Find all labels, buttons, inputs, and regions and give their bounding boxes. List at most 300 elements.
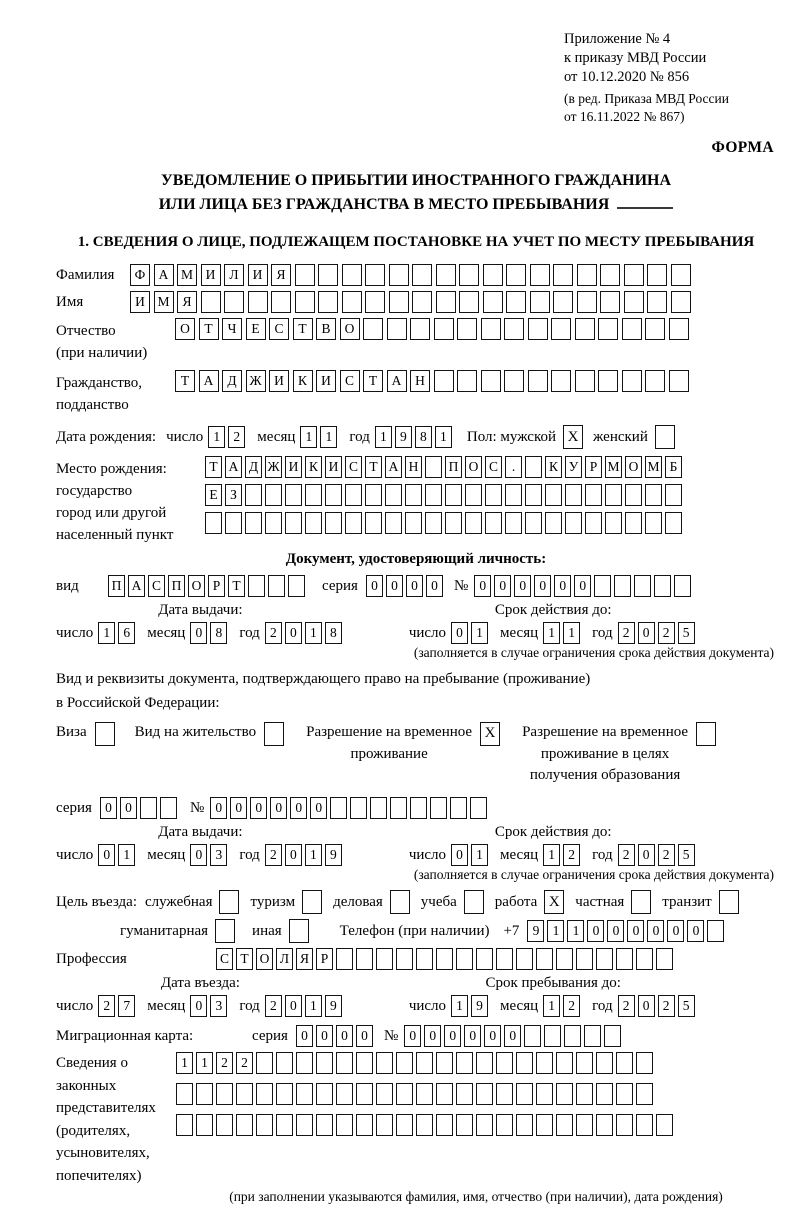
- char-cell[interactable]: 1: [305, 844, 322, 866]
- char-cell[interactable]: 2: [265, 622, 282, 644]
- char-cell[interactable]: 0: [687, 920, 704, 942]
- char-cell[interactable]: 0: [310, 797, 327, 819]
- char-cell[interactable]: О: [188, 575, 205, 597]
- char-cell[interactable]: Ж: [246, 370, 266, 392]
- char-cell[interactable]: [596, 1052, 613, 1074]
- char-cell[interactable]: О: [465, 456, 482, 478]
- char-cell[interactable]: 1: [543, 622, 560, 644]
- char-cell[interactable]: 7: [118, 995, 135, 1017]
- char-cell[interactable]: Т: [205, 456, 222, 478]
- char-cell[interactable]: [565, 484, 582, 506]
- char-cell[interactable]: [556, 1052, 573, 1074]
- char-cell[interactable]: [305, 484, 322, 506]
- char-cell[interactable]: [176, 1083, 193, 1105]
- char-cell[interactable]: 3: [210, 844, 227, 866]
- char-cell[interactable]: [295, 291, 315, 313]
- char-cell[interactable]: 0: [316, 1025, 333, 1047]
- char-cell[interactable]: [565, 512, 582, 534]
- char-cell[interactable]: 0: [494, 575, 511, 597]
- char-cell[interactable]: 0: [406, 575, 423, 597]
- char-cell[interactable]: [576, 1083, 593, 1105]
- char-cell[interactable]: [336, 1083, 353, 1105]
- char-cell[interactable]: 1: [451, 995, 468, 1017]
- char-cell[interactable]: Л: [224, 264, 244, 286]
- char-cell[interactable]: [625, 484, 642, 506]
- char-cell[interactable]: 0: [451, 844, 468, 866]
- char-cell[interactable]: 2: [658, 995, 675, 1017]
- char-cell[interactable]: [405, 512, 422, 534]
- char-cell[interactable]: 2: [618, 995, 635, 1017]
- char-cell[interactable]: Б: [665, 456, 682, 478]
- char-cell[interactable]: [536, 948, 553, 970]
- char-cell[interactable]: Р: [316, 948, 333, 970]
- char-cell[interactable]: [528, 370, 548, 392]
- char-cell[interactable]: 0: [190, 622, 207, 644]
- char-cell[interactable]: Л: [276, 948, 293, 970]
- char-cell[interactable]: [457, 370, 477, 392]
- char-cell[interactable]: [296, 1114, 313, 1136]
- char-cell[interactable]: [576, 1052, 593, 1074]
- char-cell[interactable]: 0: [667, 920, 684, 942]
- char-cell[interactable]: [585, 484, 602, 506]
- char-cell[interactable]: [389, 264, 409, 286]
- char-cell[interactable]: [505, 484, 522, 506]
- char-cell[interactable]: 2: [658, 622, 675, 644]
- char-cell[interactable]: [342, 291, 362, 313]
- char-cell[interactable]: Т: [363, 370, 383, 392]
- char-cell[interactable]: [485, 512, 502, 534]
- char-cell[interactable]: [598, 318, 618, 340]
- char-cell[interactable]: [385, 512, 402, 534]
- char-cell[interactable]: [416, 1114, 433, 1136]
- char-cell[interactable]: [416, 1083, 433, 1105]
- char-cell[interactable]: [296, 1083, 313, 1105]
- char-cell[interactable]: [564, 1025, 581, 1047]
- char-cell[interactable]: [296, 1052, 313, 1074]
- char-cell[interactable]: [636, 948, 653, 970]
- char-cell[interactable]: 9: [395, 426, 412, 448]
- char-cell[interactable]: [316, 1114, 333, 1136]
- char-cell[interactable]: У: [565, 456, 582, 478]
- char-cell[interactable]: [436, 291, 456, 313]
- char-cell[interactable]: 1: [118, 844, 135, 866]
- char-cell[interactable]: 0: [638, 622, 655, 644]
- char-cell[interactable]: 0: [504, 1025, 521, 1047]
- char-cell[interactable]: 0: [424, 1025, 441, 1047]
- char-cell[interactable]: 0: [210, 797, 227, 819]
- char-cell[interactable]: [356, 1083, 373, 1105]
- char-cell[interactable]: Е: [205, 484, 222, 506]
- char-cell[interactable]: 0: [285, 844, 302, 866]
- char-cell[interactable]: 0: [190, 995, 207, 1017]
- char-cell[interactable]: 0: [270, 797, 287, 819]
- char-cell[interactable]: [575, 318, 595, 340]
- char-cell[interactable]: И: [269, 370, 289, 392]
- char-cell[interactable]: 0: [638, 995, 655, 1017]
- char-cell[interactable]: [412, 264, 432, 286]
- char-cell[interactable]: П: [108, 575, 125, 597]
- char-cell[interactable]: 0: [404, 1025, 421, 1047]
- char-cell[interactable]: [256, 1114, 273, 1136]
- purpose-work-checkbox[interactable]: X: [544, 890, 564, 914]
- char-cell[interactable]: Р: [208, 575, 225, 597]
- char-cell[interactable]: [669, 370, 689, 392]
- char-cell[interactable]: [556, 1114, 573, 1136]
- char-cell[interactable]: [545, 484, 562, 506]
- char-cell[interactable]: 8: [210, 622, 227, 644]
- char-cell[interactable]: 1: [196, 1052, 213, 1074]
- char-cell[interactable]: [530, 291, 550, 313]
- char-cell[interactable]: [504, 370, 524, 392]
- char-cell[interactable]: [596, 1083, 613, 1105]
- char-cell[interactable]: С: [485, 456, 502, 478]
- char-cell[interactable]: [544, 1025, 561, 1047]
- char-cell[interactable]: 0: [366, 575, 383, 597]
- char-cell[interactable]: 0: [386, 575, 403, 597]
- char-cell[interactable]: С: [216, 948, 233, 970]
- char-cell[interactable]: [576, 948, 593, 970]
- char-cell[interactable]: 2: [618, 844, 635, 866]
- char-cell[interactable]: 0: [444, 1025, 461, 1047]
- char-cell[interactable]: Я: [271, 264, 291, 286]
- purpose-other-checkbox[interactable]: [289, 919, 309, 943]
- char-cell[interactable]: М: [605, 456, 622, 478]
- char-cell[interactable]: [585, 512, 602, 534]
- char-cell[interactable]: [445, 512, 462, 534]
- purpose-humanitarian-checkbox[interactable]: [215, 919, 235, 943]
- char-cell[interactable]: [616, 1052, 633, 1074]
- char-cell[interactable]: [525, 512, 542, 534]
- char-cell[interactable]: [707, 920, 724, 942]
- char-cell[interactable]: [248, 575, 265, 597]
- char-cell[interactable]: [536, 1114, 553, 1136]
- char-cell[interactable]: [436, 264, 456, 286]
- char-cell[interactable]: И: [201, 264, 221, 286]
- char-cell[interactable]: [470, 797, 487, 819]
- char-cell[interactable]: 0: [426, 575, 443, 597]
- char-cell[interactable]: 1: [300, 426, 317, 448]
- char-cell[interactable]: 0: [647, 920, 664, 942]
- sex-male-checkbox[interactable]: X: [563, 425, 583, 449]
- char-cell[interactable]: [671, 291, 691, 313]
- char-cell[interactable]: [506, 264, 526, 286]
- char-cell[interactable]: 1: [471, 622, 488, 644]
- char-cell[interactable]: [604, 1025, 621, 1047]
- char-cell[interactable]: [496, 1114, 513, 1136]
- char-cell[interactable]: 0: [574, 575, 591, 597]
- char-cell[interactable]: 1: [563, 622, 580, 644]
- char-cell[interactable]: [596, 948, 613, 970]
- char-cell[interactable]: [483, 264, 503, 286]
- char-cell[interactable]: [318, 291, 338, 313]
- char-cell[interactable]: [425, 484, 442, 506]
- char-cell[interactable]: [256, 1052, 273, 1074]
- char-cell[interactable]: [405, 484, 422, 506]
- char-cell[interactable]: 2: [265, 995, 282, 1017]
- char-cell[interactable]: 0: [98, 844, 115, 866]
- char-cell[interactable]: Р: [585, 456, 602, 478]
- char-cell[interactable]: [504, 318, 524, 340]
- char-cell[interactable]: [330, 797, 347, 819]
- char-cell[interactable]: 0: [607, 920, 624, 942]
- char-cell[interactable]: [370, 797, 387, 819]
- char-cell[interactable]: 2: [563, 844, 580, 866]
- char-cell[interactable]: [616, 948, 633, 970]
- char-cell[interactable]: [336, 948, 353, 970]
- char-cell[interactable]: 1: [320, 426, 337, 448]
- char-cell[interactable]: [459, 264, 479, 286]
- char-cell[interactable]: [594, 575, 611, 597]
- char-cell[interactable]: [224, 291, 244, 313]
- char-cell[interactable]: [363, 318, 383, 340]
- char-cell[interactable]: 1: [305, 622, 322, 644]
- char-cell[interactable]: [336, 1052, 353, 1074]
- char-cell[interactable]: 1: [543, 844, 560, 866]
- char-cell[interactable]: [536, 1052, 553, 1074]
- char-cell[interactable]: 0: [290, 797, 307, 819]
- char-cell[interactable]: [336, 1114, 353, 1136]
- char-cell[interactable]: 1: [208, 426, 225, 448]
- char-cell[interactable]: [645, 370, 665, 392]
- char-cell[interactable]: 9: [325, 995, 342, 1017]
- char-cell[interactable]: 5: [678, 995, 695, 1017]
- char-cell[interactable]: [616, 1083, 633, 1105]
- char-cell[interactable]: [436, 1114, 453, 1136]
- char-cell[interactable]: Т: [365, 456, 382, 478]
- char-cell[interactable]: [456, 1114, 473, 1136]
- char-cell[interactable]: [577, 291, 597, 313]
- char-cell[interactable]: 2: [216, 1052, 233, 1074]
- char-cell[interactable]: [140, 797, 157, 819]
- char-cell[interactable]: [556, 948, 573, 970]
- char-cell[interactable]: [545, 512, 562, 534]
- char-cell[interactable]: [605, 484, 622, 506]
- char-cell[interactable]: [600, 291, 620, 313]
- char-cell[interactable]: [654, 575, 671, 597]
- char-cell[interactable]: 0: [638, 844, 655, 866]
- char-cell[interactable]: П: [168, 575, 185, 597]
- char-cell[interactable]: З: [225, 484, 242, 506]
- char-cell[interactable]: 0: [464, 1025, 481, 1047]
- char-cell[interactable]: [256, 1083, 273, 1105]
- char-cell[interactable]: Я: [177, 291, 197, 313]
- char-cell[interactable]: 0: [285, 995, 302, 1017]
- char-cell[interactable]: [356, 948, 373, 970]
- char-cell[interactable]: О: [175, 318, 195, 340]
- char-cell[interactable]: 1: [305, 995, 322, 1017]
- char-cell[interactable]: [376, 1083, 393, 1105]
- char-cell[interactable]: [236, 1083, 253, 1105]
- char-cell[interactable]: [345, 512, 362, 534]
- char-cell[interactable]: [665, 484, 682, 506]
- char-cell[interactable]: [575, 370, 595, 392]
- char-cell[interactable]: 0: [250, 797, 267, 819]
- char-cell[interactable]: [288, 575, 305, 597]
- char-cell[interactable]: [505, 512, 522, 534]
- char-cell[interactable]: [616, 1114, 633, 1136]
- char-cell[interactable]: 5: [678, 622, 695, 644]
- char-cell[interactable]: [481, 318, 501, 340]
- char-cell[interactable]: 1: [547, 920, 564, 942]
- char-cell[interactable]: [671, 264, 691, 286]
- char-cell[interactable]: [285, 512, 302, 534]
- char-cell[interactable]: А: [128, 575, 145, 597]
- char-cell[interactable]: [476, 1052, 493, 1074]
- char-cell[interactable]: [647, 264, 667, 286]
- char-cell[interactable]: 2: [228, 426, 245, 448]
- char-cell[interactable]: [430, 797, 447, 819]
- char-cell[interactable]: [551, 318, 571, 340]
- char-cell[interactable]: [416, 948, 433, 970]
- char-cell[interactable]: [669, 318, 689, 340]
- char-cell[interactable]: С: [340, 370, 360, 392]
- char-cell[interactable]: [365, 484, 382, 506]
- char-cell[interactable]: [553, 291, 573, 313]
- char-cell[interactable]: [305, 512, 322, 534]
- char-cell[interactable]: 0: [484, 1025, 501, 1047]
- char-cell[interactable]: 1: [471, 844, 488, 866]
- char-cell[interactable]: [577, 264, 597, 286]
- char-cell[interactable]: М: [154, 291, 174, 313]
- char-cell[interactable]: [410, 318, 430, 340]
- char-cell[interactable]: [647, 291, 667, 313]
- char-cell[interactable]: [412, 291, 432, 313]
- char-cell[interactable]: [636, 1083, 653, 1105]
- char-cell[interactable]: Я: [296, 948, 313, 970]
- char-cell[interactable]: 0: [100, 797, 117, 819]
- char-cell[interactable]: С: [345, 456, 362, 478]
- char-cell[interactable]: [201, 291, 221, 313]
- char-cell[interactable]: 1: [435, 426, 452, 448]
- char-cell[interactable]: [605, 512, 622, 534]
- char-cell[interactable]: [622, 370, 642, 392]
- char-cell[interactable]: О: [256, 948, 273, 970]
- char-cell[interactable]: [576, 1114, 593, 1136]
- char-cell[interactable]: [356, 1114, 373, 1136]
- char-cell[interactable]: 0: [514, 575, 531, 597]
- char-cell[interactable]: [350, 797, 367, 819]
- char-cell[interactable]: [516, 1083, 533, 1105]
- char-cell[interactable]: [245, 512, 262, 534]
- char-cell[interactable]: 0: [534, 575, 551, 597]
- char-cell[interactable]: [656, 1114, 673, 1136]
- purpose-transit-checkbox[interactable]: [719, 890, 739, 914]
- char-cell[interactable]: [459, 291, 479, 313]
- char-cell[interactable]: [624, 264, 644, 286]
- char-cell[interactable]: [516, 948, 533, 970]
- char-cell[interactable]: 1: [98, 622, 115, 644]
- char-cell[interactable]: А: [225, 456, 242, 478]
- char-cell[interactable]: М: [177, 264, 197, 286]
- char-cell[interactable]: [584, 1025, 601, 1047]
- char-cell[interactable]: [624, 291, 644, 313]
- char-cell[interactable]: [342, 264, 362, 286]
- char-cell[interactable]: [425, 456, 442, 478]
- char-cell[interactable]: [389, 291, 409, 313]
- char-cell[interactable]: [645, 484, 662, 506]
- char-cell[interactable]: [385, 484, 402, 506]
- char-cell[interactable]: 1: [543, 995, 560, 1017]
- char-cell[interactable]: [265, 484, 282, 506]
- char-cell[interactable]: [596, 1114, 613, 1136]
- char-cell[interactable]: Т: [228, 575, 245, 597]
- char-cell[interactable]: И: [325, 456, 342, 478]
- char-cell[interactable]: [265, 512, 282, 534]
- char-cell[interactable]: [622, 318, 642, 340]
- char-cell[interactable]: К: [293, 370, 313, 392]
- char-cell[interactable]: [325, 512, 342, 534]
- char-cell[interactable]: [465, 484, 482, 506]
- char-cell[interactable]: И: [316, 370, 336, 392]
- char-cell[interactable]: 0: [627, 920, 644, 942]
- char-cell[interactable]: [176, 1114, 193, 1136]
- char-cell[interactable]: [216, 1114, 233, 1136]
- char-cell[interactable]: [205, 512, 222, 534]
- char-cell[interactable]: [600, 264, 620, 286]
- char-cell[interactable]: 2: [658, 844, 675, 866]
- char-cell[interactable]: [396, 1052, 413, 1074]
- char-cell[interactable]: 0: [120, 797, 137, 819]
- char-cell[interactable]: М: [645, 456, 662, 478]
- char-cell[interactable]: А: [385, 456, 402, 478]
- char-cell[interactable]: [456, 1083, 473, 1105]
- char-cell[interactable]: [598, 370, 618, 392]
- char-cell[interactable]: 2: [618, 622, 635, 644]
- char-cell[interactable]: Д: [245, 456, 262, 478]
- char-cell[interactable]: Т: [175, 370, 195, 392]
- char-cell[interactable]: [476, 948, 493, 970]
- char-cell[interactable]: А: [199, 370, 219, 392]
- char-cell[interactable]: [318, 264, 338, 286]
- char-cell[interactable]: [625, 512, 642, 534]
- char-cell[interactable]: [268, 575, 285, 597]
- char-cell[interactable]: [614, 575, 631, 597]
- char-cell[interactable]: 2: [236, 1052, 253, 1074]
- char-cell[interactable]: И: [130, 291, 150, 313]
- char-cell[interactable]: [456, 1052, 473, 1074]
- char-cell[interactable]: 5: [678, 844, 695, 866]
- char-cell[interactable]: 9: [471, 995, 488, 1017]
- char-cell[interactable]: [551, 370, 571, 392]
- char-cell[interactable]: [674, 575, 691, 597]
- char-cell[interactable]: [396, 1114, 413, 1136]
- char-cell[interactable]: [196, 1114, 213, 1136]
- char-cell[interactable]: [525, 484, 542, 506]
- char-cell[interactable]: [416, 1052, 433, 1074]
- char-cell[interactable]: 0: [230, 797, 247, 819]
- char-cell[interactable]: [436, 1052, 453, 1074]
- char-cell[interactable]: Н: [410, 370, 430, 392]
- char-cell[interactable]: [410, 797, 427, 819]
- char-cell[interactable]: 0: [336, 1025, 353, 1047]
- char-cell[interactable]: В: [316, 318, 336, 340]
- char-cell[interactable]: [396, 1083, 413, 1105]
- char-cell[interactable]: [356, 1052, 373, 1074]
- char-cell[interactable]: 0: [587, 920, 604, 942]
- char-cell[interactable]: [525, 456, 542, 478]
- char-cell[interactable]: [516, 1052, 533, 1074]
- char-cell[interactable]: Е: [246, 318, 266, 340]
- char-cell[interactable]: [365, 291, 385, 313]
- char-cell[interactable]: [196, 1083, 213, 1105]
- char-cell[interactable]: [481, 370, 501, 392]
- purpose-private-checkbox[interactable]: [631, 890, 651, 914]
- char-cell[interactable]: 0: [474, 575, 491, 597]
- char-cell[interactable]: [285, 484, 302, 506]
- char-cell[interactable]: [636, 1114, 653, 1136]
- char-cell[interactable]: [271, 291, 291, 313]
- char-cell[interactable]: [445, 484, 462, 506]
